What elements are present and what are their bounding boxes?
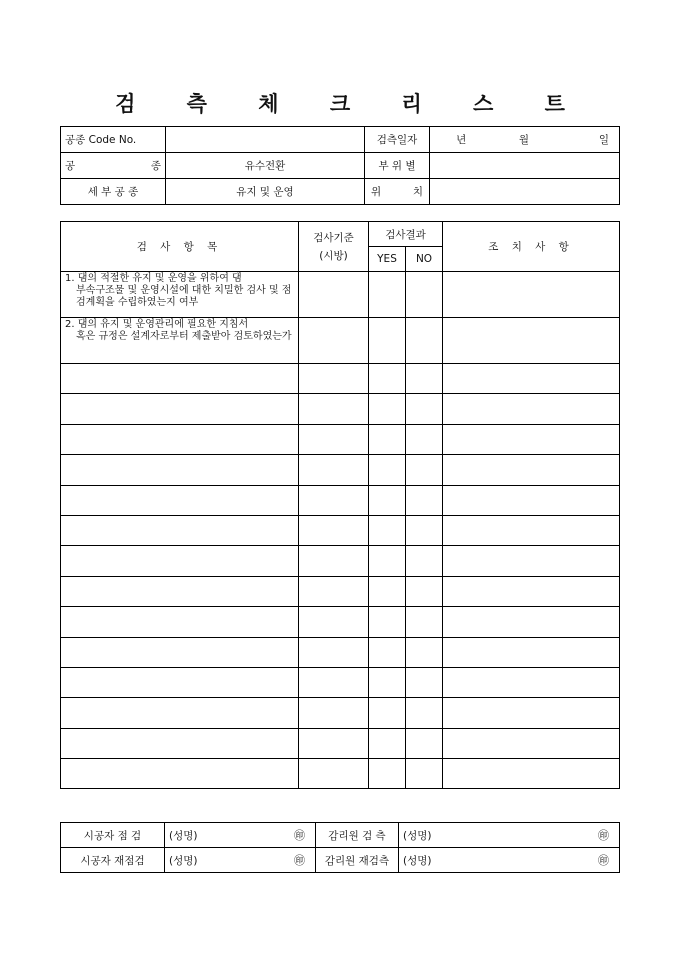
- table-row: [61, 728, 620, 758]
- item-cell[interactable]: [61, 607, 299, 637]
- item-cell[interactable]: [61, 576, 299, 606]
- date-year[interactable]: 년: [430, 127, 493, 153]
- action-cell[interactable]: [443, 576, 620, 606]
- yes-cell[interactable]: [369, 667, 406, 697]
- col-result-header: 검사결과: [369, 222, 443, 247]
- item-cell[interactable]: [61, 455, 299, 485]
- no-cell[interactable]: [406, 667, 443, 697]
- date-day[interactable]: 일: [556, 127, 620, 153]
- item-cell[interactable]: [61, 759, 299, 789]
- signature-table: [60, 822, 620, 873]
- yes-cell[interactable]: [369, 637, 406, 667]
- standard-cell[interactable]: [299, 546, 369, 576]
- yes-cell[interactable]: [369, 728, 406, 758]
- no-cell[interactable]: [406, 576, 443, 606]
- code-value[interactable]: [166, 127, 365, 153]
- action-cell[interactable]: [443, 394, 620, 424]
- page-title: 검 측 체 크 리 스 트: [115, 91, 587, 116]
- table-row: [61, 667, 620, 697]
- inspection-table: [60, 221, 620, 789]
- contractor-check-name[interactable]: (성명): [165, 823, 271, 848]
- table-row: [61, 455, 620, 485]
- yes-cell[interactable]: [369, 318, 406, 364]
- col-standard-sub: (시방): [319, 249, 348, 262]
- no-cell[interactable]: [406, 546, 443, 576]
- table-row: [61, 515, 620, 545]
- table-row: [61, 546, 620, 576]
- seal-mark: ㊞: [505, 848, 620, 873]
- item-cell[interactable]: [61, 698, 299, 728]
- table-row: [61, 759, 620, 789]
- action-cell[interactable]: [443, 515, 620, 545]
- item-text: [61, 272, 299, 318]
- work-label: 공 종: [61, 153, 166, 179]
- item-cell[interactable]: [61, 485, 299, 515]
- yes-cell[interactable]: [369, 607, 406, 637]
- col-item-header: 검 사 항 목: [61, 222, 299, 272]
- standard-cell[interactable]: [299, 272, 369, 318]
- yes-cell[interactable]: [369, 546, 406, 576]
- no-cell[interactable]: [406, 394, 443, 424]
- no-cell[interactable]: [406, 485, 443, 515]
- supervisor-check-name[interactable]: (성명): [399, 823, 505, 848]
- yes-cell[interactable]: [369, 455, 406, 485]
- detail-label: 세 부 공 종: [61, 179, 166, 205]
- table-row: [61, 698, 620, 728]
- standard-cell[interactable]: [299, 515, 369, 545]
- standard-cell[interactable]: [299, 698, 369, 728]
- col-action-header: 조 치 사 항: [443, 222, 620, 272]
- empty-rows: [61, 364, 620, 789]
- part-value[interactable]: [430, 153, 620, 179]
- table-row: [61, 576, 620, 606]
- no-cell[interactable]: [406, 759, 443, 789]
- standard-cell[interactable]: [299, 424, 369, 454]
- code-label: 공종 Code No.: [61, 127, 166, 153]
- action-cell[interactable]: [443, 667, 620, 697]
- item-cell[interactable]: [61, 637, 299, 667]
- action-cell[interactable]: [443, 424, 620, 454]
- supervisor-recheck-label: 감리원 재검측: [316, 848, 399, 873]
- item-number-line: 2. 댐의 유지 및 운영관리에 필요한 지침서: [65, 319, 249, 330]
- table-row: [61, 394, 620, 424]
- action-cell[interactable]: [443, 607, 620, 637]
- item-continuation: 혹은 규정은 설계자로부터 제출받아 검토하였는가: [76, 331, 292, 342]
- no-cell[interactable]: [406, 318, 443, 364]
- item-cell[interactable]: [61, 515, 299, 545]
- header-table: [60, 126, 620, 205]
- no-cell[interactable]: [406, 728, 443, 758]
- detail-value[interactable]: 유지 및 운영: [166, 179, 365, 205]
- standard-cell[interactable]: [299, 455, 369, 485]
- loc-value[interactable]: [430, 179, 620, 205]
- action-cell[interactable]: [443, 364, 620, 394]
- item-number-line: 1. 댐의 적절한 유지 및 운영을 위하여 댐: [65, 273, 242, 284]
- item-cell[interactable]: [61, 394, 299, 424]
- table-row: [61, 485, 620, 515]
- yes-cell[interactable]: [369, 485, 406, 515]
- col-standard-label: 검사기준: [313, 231, 354, 244]
- action-cell[interactable]: [443, 728, 620, 758]
- work-value[interactable]: 유수전환: [166, 153, 365, 179]
- item-text: [61, 318, 299, 364]
- part-label: 부 위 별: [365, 153, 430, 179]
- no-cell[interactable]: [406, 698, 443, 728]
- standard-cell[interactable]: [299, 485, 369, 515]
- standard-cell[interactable]: [299, 637, 369, 667]
- yes-cell[interactable]: [369, 272, 406, 318]
- no-cell[interactable]: [406, 455, 443, 485]
- standard-cell[interactable]: [299, 576, 369, 606]
- action-cell[interactable]: [443, 759, 620, 789]
- item-continuation: 부속구조물 및 운영시설에 대한 치밀한 검사 및 점검계획을 수립하였는지 여부: [76, 285, 292, 308]
- supervisor-recheck-name[interactable]: (성명): [399, 848, 505, 873]
- item-cell[interactable]: [61, 667, 299, 697]
- standard-cell[interactable]: [299, 607, 369, 637]
- no-cell[interactable]: [406, 424, 443, 454]
- yes-cell[interactable]: [369, 515, 406, 545]
- item-cell[interactable]: [61, 546, 299, 576]
- action-cell[interactable]: [443, 546, 620, 576]
- table-row: [61, 318, 620, 364]
- seal-mark: ㊞: [271, 823, 316, 848]
- yes-cell[interactable]: [369, 394, 406, 424]
- col-standard-header: [299, 222, 369, 272]
- standard-cell[interactable]: [299, 364, 369, 394]
- item-cell[interactable]: [61, 424, 299, 454]
- action-cell[interactable]: [443, 485, 620, 515]
- table-row: [61, 272, 620, 318]
- yes-cell[interactable]: [369, 759, 406, 789]
- item-cell[interactable]: [61, 364, 299, 394]
- no-cell[interactable]: [406, 272, 443, 318]
- action-cell[interactable]: [443, 318, 620, 364]
- supervisor-check-label: 감리원 검 측: [316, 823, 399, 848]
- no-cell[interactable]: [406, 607, 443, 637]
- contractor-recheck-label: 시공자 재점검: [61, 848, 165, 873]
- contractor-check-label: 시공자 점 검: [61, 823, 165, 848]
- contractor-recheck-name[interactable]: (성명): [165, 848, 271, 873]
- standard-cell[interactable]: [299, 667, 369, 697]
- action-cell[interactable]: [443, 637, 620, 667]
- no-cell[interactable]: [406, 637, 443, 667]
- item-cell[interactable]: [61, 728, 299, 758]
- table-row: [61, 607, 620, 637]
- seal-mark: ㊞: [505, 823, 620, 848]
- standard-cell[interactable]: [299, 728, 369, 758]
- yes-cell[interactable]: [369, 576, 406, 606]
- yes-cell[interactable]: [369, 364, 406, 394]
- yes-cell[interactable]: [369, 424, 406, 454]
- standard-cell[interactable]: [299, 318, 369, 364]
- table-row: [61, 637, 620, 667]
- date-month[interactable]: 월: [493, 127, 556, 153]
- table-row: [61, 364, 620, 394]
- seal-mark: ㊞: [271, 848, 316, 873]
- date-label: 검측일자: [365, 127, 430, 153]
- no-cell[interactable]: [406, 515, 443, 545]
- table-row: [61, 424, 620, 454]
- no-cell[interactable]: [406, 364, 443, 394]
- yes-cell[interactable]: [369, 698, 406, 728]
- standard-cell[interactable]: [299, 394, 369, 424]
- action-cell[interactable]: [443, 272, 620, 318]
- col-yes-header: YES: [369, 247, 406, 272]
- action-cell[interactable]: [443, 455, 620, 485]
- standard-cell[interactable]: [299, 759, 369, 789]
- action-cell[interactable]: [443, 698, 620, 728]
- col-no-header: NO: [406, 247, 443, 272]
- loc-label: 위 치: [365, 179, 430, 205]
